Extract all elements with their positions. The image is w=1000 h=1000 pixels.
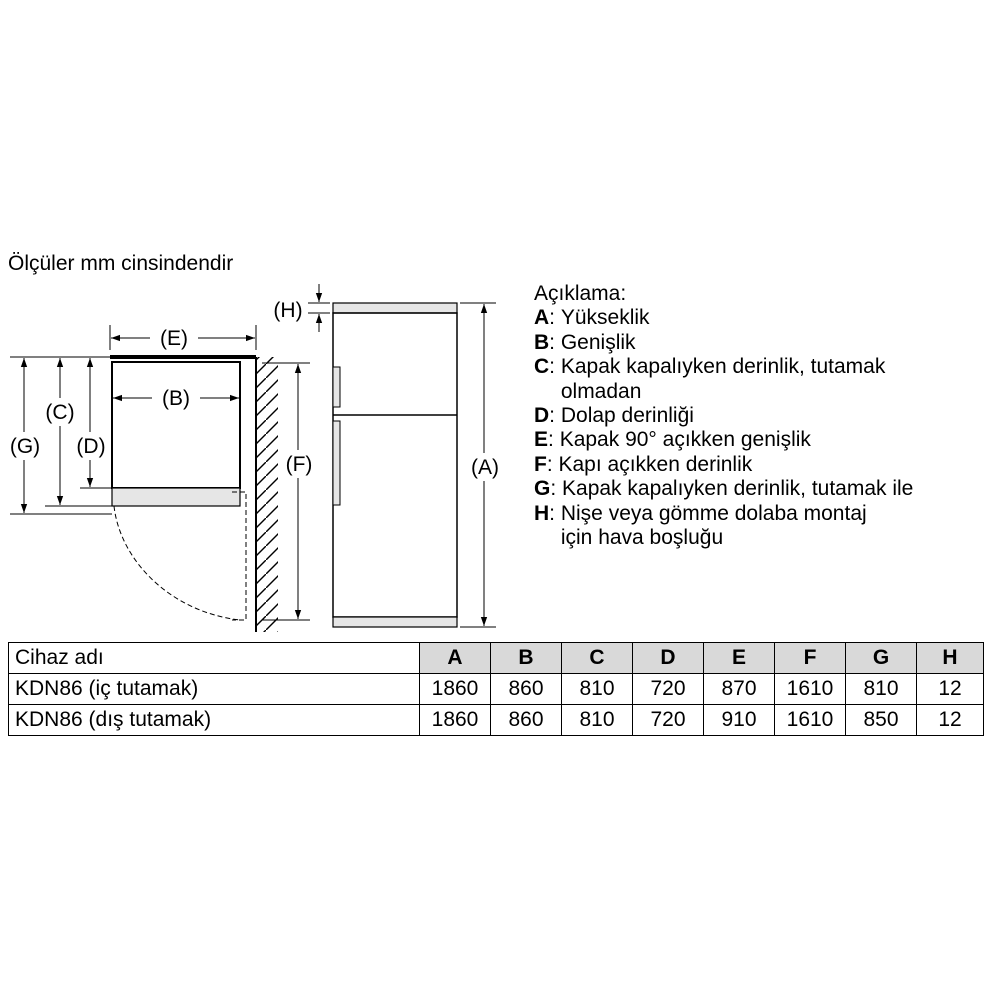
table-header-row <box>9 643 984 674</box>
table-cell: 860 <box>491 705 562 736</box>
legend-text: için hava boşluğu <box>560 526 724 550</box>
legend-key: D <box>534 404 550 428</box>
table-header-cell: Cihaz adı <box>9 643 420 674</box>
legend-text: Kapı açıkken derinlik <box>558 452 753 476</box>
legend-separator: : <box>549 501 561 525</box>
legend-separator: : <box>549 306 561 330</box>
legend-text: olmadan <box>560 379 642 403</box>
dim-b-label: (B) <box>162 387 190 410</box>
table-cell: 720 <box>633 705 704 736</box>
table-cell: KDN86 (dış tutamak) <box>9 705 420 736</box>
legend-key: H <box>534 501 550 525</box>
table-cell: 1610 <box>775 705 846 736</box>
wall-hatch <box>256 357 278 632</box>
cabinet-body <box>112 362 240 488</box>
legend-title: Açıklama: <box>534 282 627 305</box>
dim-f-label: (F) <box>285 453 313 476</box>
legend-text: Genişlik <box>560 330 636 354</box>
table-cell: 850 <box>846 705 917 736</box>
legend-key: C <box>534 355 550 379</box>
legend-key: E <box>534 428 549 452</box>
legend-item-a <box>534 306 913 330</box>
handle-upper <box>333 367 340 407</box>
legend-item-c <box>534 355 913 379</box>
table-cell: 810 <box>562 674 633 705</box>
legend-separator: : <box>546 452 559 476</box>
dim-h-label: (H) <box>273 299 303 322</box>
door-swing-arc <box>114 506 240 620</box>
table-header-cell: F <box>775 643 846 674</box>
legend-separator: : <box>549 355 561 379</box>
handle-lower <box>333 421 340 505</box>
table-cell: 720 <box>633 674 704 705</box>
legend-separator: : <box>549 404 561 428</box>
legend-text: Dolap derinliği <box>560 404 694 428</box>
dim-c-label: (C) <box>45 401 75 424</box>
legend-key: G <box>534 477 551 501</box>
legend-text: Kapak kapalıyken derinlik, tutamak ile <box>562 477 914 501</box>
table-header-cell: A <box>420 643 491 674</box>
table-cell: 1610 <box>775 674 846 705</box>
table-cell: 1860 <box>420 674 491 705</box>
legend-text: Yükseklik <box>560 306 650 330</box>
legend-separator: : <box>548 428 560 452</box>
legend-key: B <box>534 330 550 354</box>
table-header-cell: C <box>562 643 633 674</box>
legend-item-e <box>534 428 913 452</box>
legend-item-h-cont <box>534 526 913 550</box>
table-cell: 860 <box>491 674 562 705</box>
table-cell: 910 <box>704 705 775 736</box>
legend-separator: : <box>550 477 563 501</box>
table-row <box>9 674 984 705</box>
table-header-cell: H <box>917 643 984 674</box>
dim-e-label: (E) <box>160 327 188 350</box>
legend <box>534 282 913 550</box>
legend-key: F <box>534 452 547 476</box>
table-cell: 1860 <box>420 705 491 736</box>
table-header-cell: D <box>633 643 704 674</box>
table-cell: 12 <box>917 705 984 736</box>
legend-text: Kapak 90° açıkken genişlik <box>559 428 811 452</box>
door-front <box>112 488 240 506</box>
legend-item-c-cont <box>534 380 913 404</box>
legend-text: Nişe veya gömme dolaba montaj <box>560 501 867 525</box>
table-cell: 12 <box>917 674 984 705</box>
legend-item-h <box>534 502 913 526</box>
legend-item-f <box>534 453 913 477</box>
table-cell: 870 <box>704 674 775 705</box>
table-header-cell: E <box>704 643 775 674</box>
legend-text: Kapak kapalıyken derinlik, tutamak <box>560 355 886 379</box>
legend-item-b <box>534 331 913 355</box>
legend-item-g <box>534 477 913 501</box>
legend-separator: : <box>549 330 561 354</box>
dim-g-label: (G) <box>9 435 41 458</box>
door-open-outline <box>232 492 246 620</box>
legend-key: A <box>534 306 550 330</box>
fridge-body <box>333 313 457 617</box>
table-cell: 810 <box>846 674 917 705</box>
table-cell: KDN86 (iç tutamak) <box>9 674 420 705</box>
table-header-cell: G <box>846 643 917 674</box>
table-row <box>9 705 984 736</box>
dim-a-label: (A) <box>471 456 499 479</box>
top-view <box>5 325 320 632</box>
dim-d-label: (D) <box>76 435 106 458</box>
units-note: Ölçüler mm cinsindendir <box>8 252 234 275</box>
table-cell: 810 <box>562 705 633 736</box>
dimensions-table <box>8 642 984 736</box>
table-header-cell: B <box>491 643 562 674</box>
legend-item-d <box>534 404 913 428</box>
